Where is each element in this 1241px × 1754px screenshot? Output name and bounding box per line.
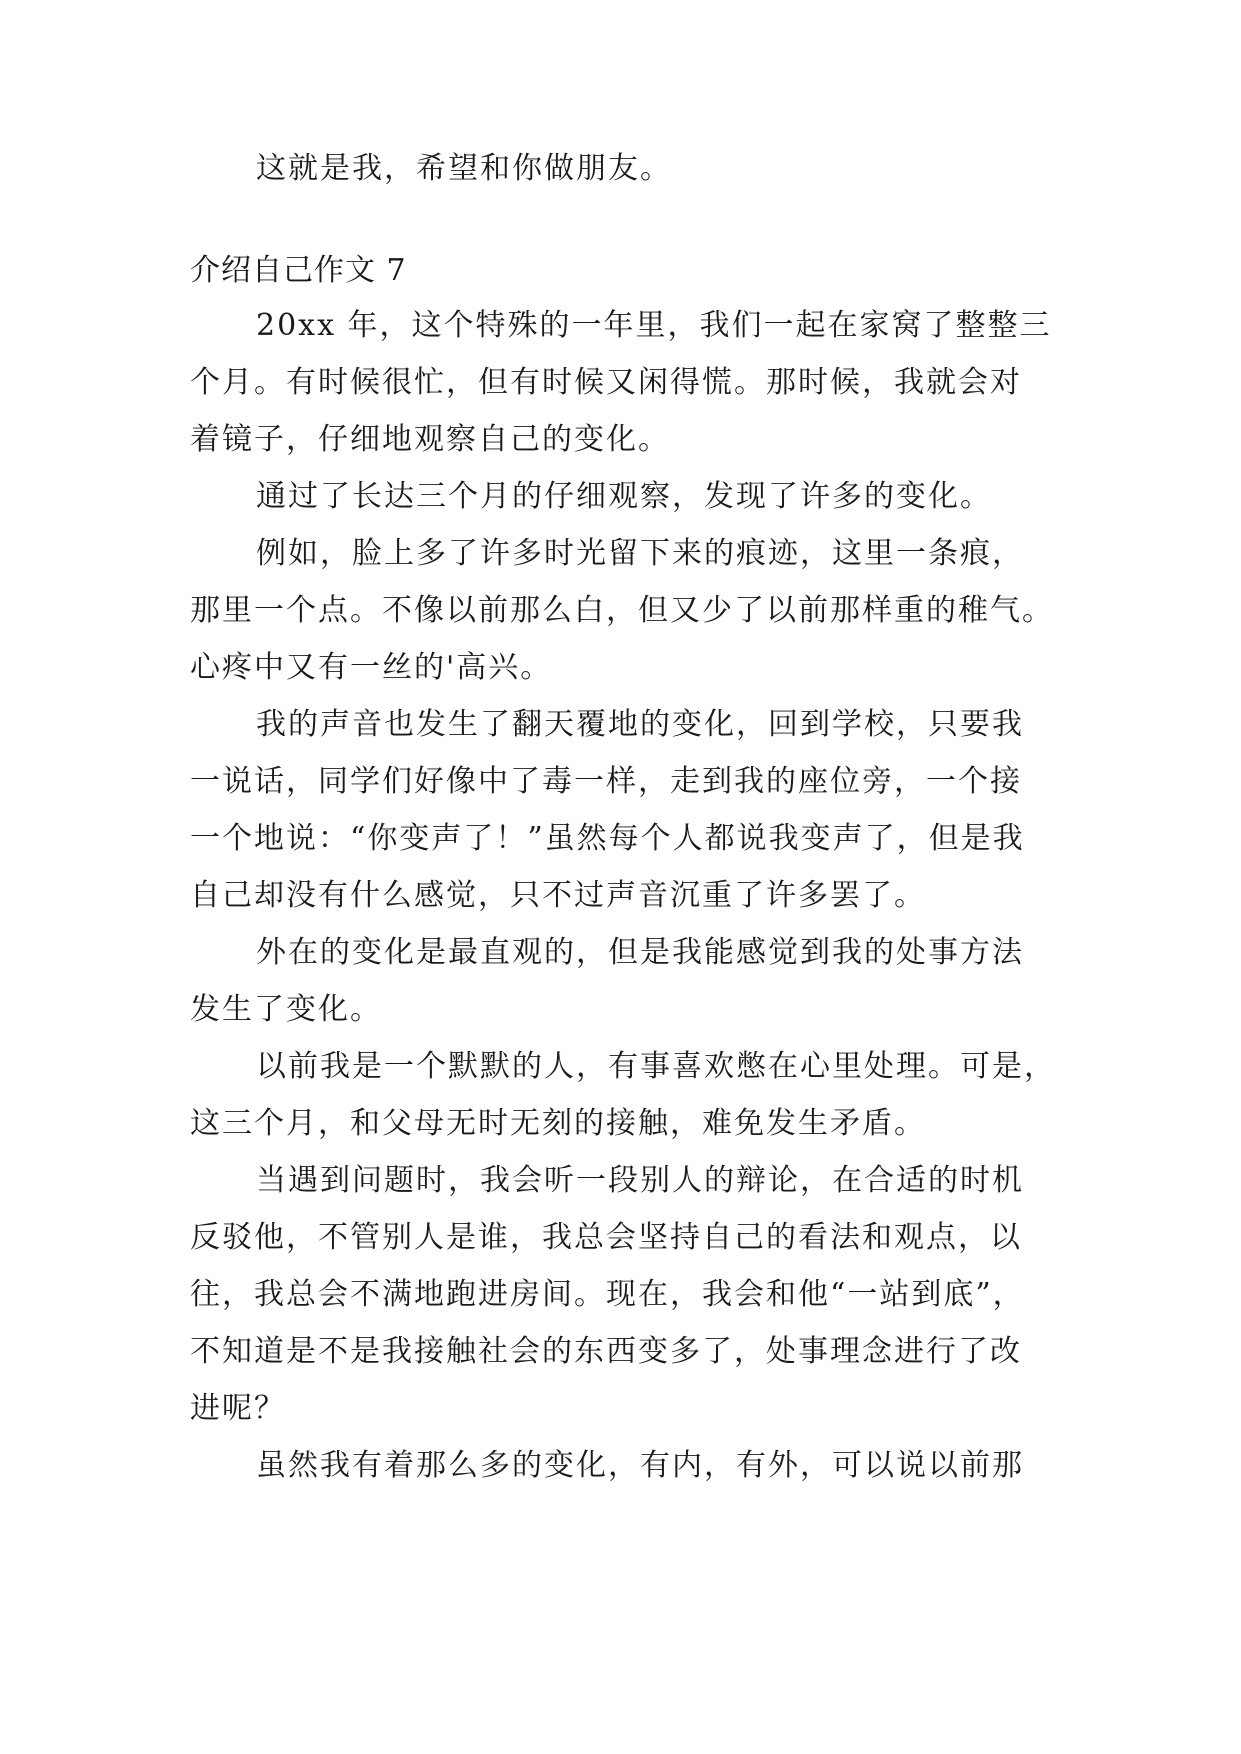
paragraph-line: 反驳他，不管别人是谁，我总会坚持自己的看法和观点，以 [190,1220,1022,1255]
paragraph-line: 自己却没有什么感觉，只不过声音沉重了许多罢了。 [190,878,926,913]
paragraph-line: 着镜子，仔细地观察自己的变化。 [190,422,670,457]
paragraph-line: 虽然我有着那么多的变化，有内，有外，可以说以前那 [256,1448,1024,1483]
paragraph-line: 往，我总会不满地跑进房间。现在，我会和他“一站到底”， [190,1277,1025,1312]
paragraph-line: 我的声音也发生了翻天覆地的变化，回到学校，只要我 [256,707,1024,742]
paragraph-line: 这三个月，和父母无时无刻的接触，难免发生矛盾。 [190,1106,926,1141]
paragraph-line: 以前我是一个默默的人，有事喜欢憋在心里处理。可是， [256,1049,1056,1084]
paragraph-line: 20xx 年，这个特殊的一年里，我们一起在家窝了整整三 [256,308,1052,343]
paragraph-line: 心疼中又有一丝的'高兴。 [190,650,553,685]
paragraph-line: 例如，脸上多了许多时光留下来的痕迹，这里一条痕， [256,536,1024,571]
paragraph-line: 那里一个点。不像以前那么白，但又少了以前那样重的稚气。 [190,593,1054,628]
paragraph-line: 通过了长达三个月的仔细观察，发现了许多的变化。 [256,479,992,514]
paragraph-line: 进呢？ [190,1391,286,1426]
essay-heading [190,242,1056,299]
paragraph-line: 一说话，同学们好像中了毒一样，走到我的座位旁，一个接 [190,764,1022,799]
paragraph-line: 不知道是不是我接触社会的东西变多了，处事理念进行了改 [190,1334,1022,1369]
paragraph-line: 外在的变化是最直观的，但是我能感觉到我的处事方法 [256,935,1024,970]
closing-line: 这就是我，希望和你做朋友。 [256,151,672,186]
paragraph-line: 当遇到问题时，我会听一段别人的辩论，在合适的时机 [256,1163,1024,1198]
essay-body [190,297,1056,1494]
closing-paragraph [190,140,1056,197]
paragraph-line: 一个地说：“你变声了！”虽然每个人都说我变声了，但是我 [190,821,1025,856]
heading-text: 介绍自己作文 7 [190,253,407,288]
paragraph-line: 发生了变化。 [190,992,382,1027]
paragraph-line: 个月。有时候很忙，但有时候又闲得慌。那时候，我就会对 [190,365,1022,400]
